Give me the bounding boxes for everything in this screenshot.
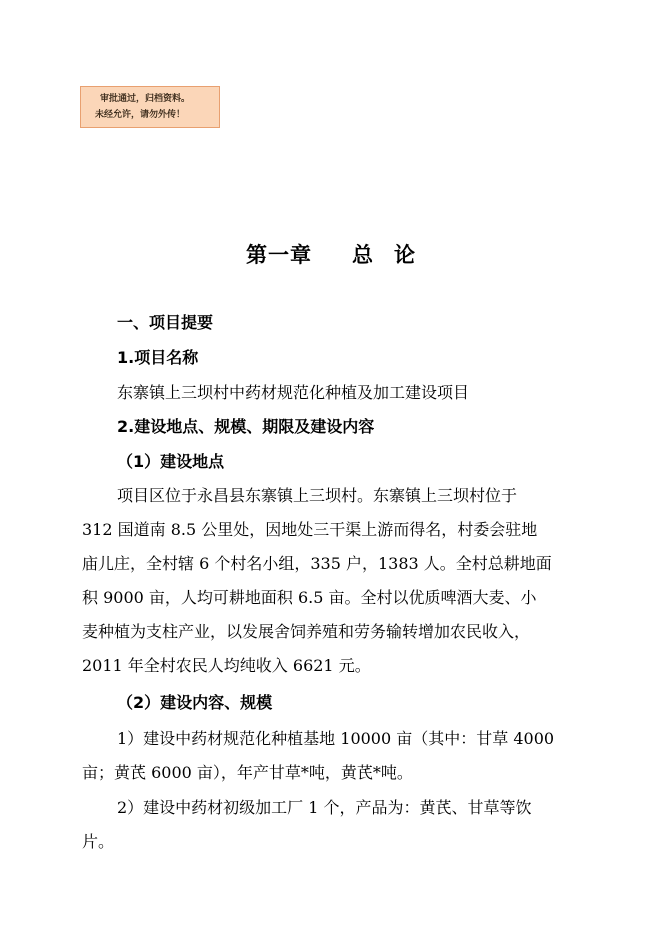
subheading-content-scale: （2）建设内容、规模: [117, 693, 273, 712]
notice-line-1: 审批通过，归档资料。: [100, 94, 191, 104]
location-paragraph-line: 项目区位于永昌县东寨镇上三坝村。东寨镇上三坝村位于: [117, 486, 518, 505]
item-heading-construction: 2.建设地点、规模、期限及建设内容: [117, 417, 375, 436]
section-heading: 一、项目提要: [117, 313, 214, 332]
chapter-title: [0, 240, 662, 270]
location-paragraph-line: 312 国道南 8.5 公里处，因地处三干渠上游而得名，村委会驻地: [82, 520, 538, 539]
location-paragraph-line: 庙儿庄，全村辖 6 个村名小组，335 户，1383 人。全村总耕地面: [82, 554, 552, 573]
item-heading-project-name: 1.项目名称: [117, 348, 199, 367]
content-paragraph-line: 亩；黄芪 6000 亩），年产甘草*吨，黄芪*吨。: [82, 763, 413, 782]
chapter-title-char-1: 总: [352, 243, 374, 267]
project-name-text: 东寨镇上三坝村中药材规范化种植及加工建设项目: [117, 383, 470, 402]
distribution-notice-stamp: [80, 86, 220, 128]
subheading-location: （1）建设地点: [117, 452, 225, 471]
content-paragraph-line: 2）建设中药材初级加工厂 1 个，产品为：黄芪、甘草等饮: [117, 798, 532, 817]
location-paragraph-line: 积 9000 亩，人均可耕地面积 6.5 亩。全村以优质啤酒大麦、小: [82, 588, 537, 607]
content-paragraph-line: 片。: [82, 832, 115, 851]
chapter-number: 第一章: [246, 243, 312, 267]
chapter-title-char-2: 论: [394, 243, 416, 267]
location-paragraph-line: 麦种植为支柱产业，以发展舍饲养殖和劳务输转增加农民收入，: [82, 622, 531, 641]
location-paragraph-line: 2011 年全村农民人均纯收入 6621 元。: [82, 656, 371, 675]
content-paragraph-line: 1）建设中药材规范化种植基地 10000 亩（其中：甘草 4000: [117, 729, 555, 748]
notice-line-2: 未经允许，请勿外传！: [95, 110, 186, 120]
